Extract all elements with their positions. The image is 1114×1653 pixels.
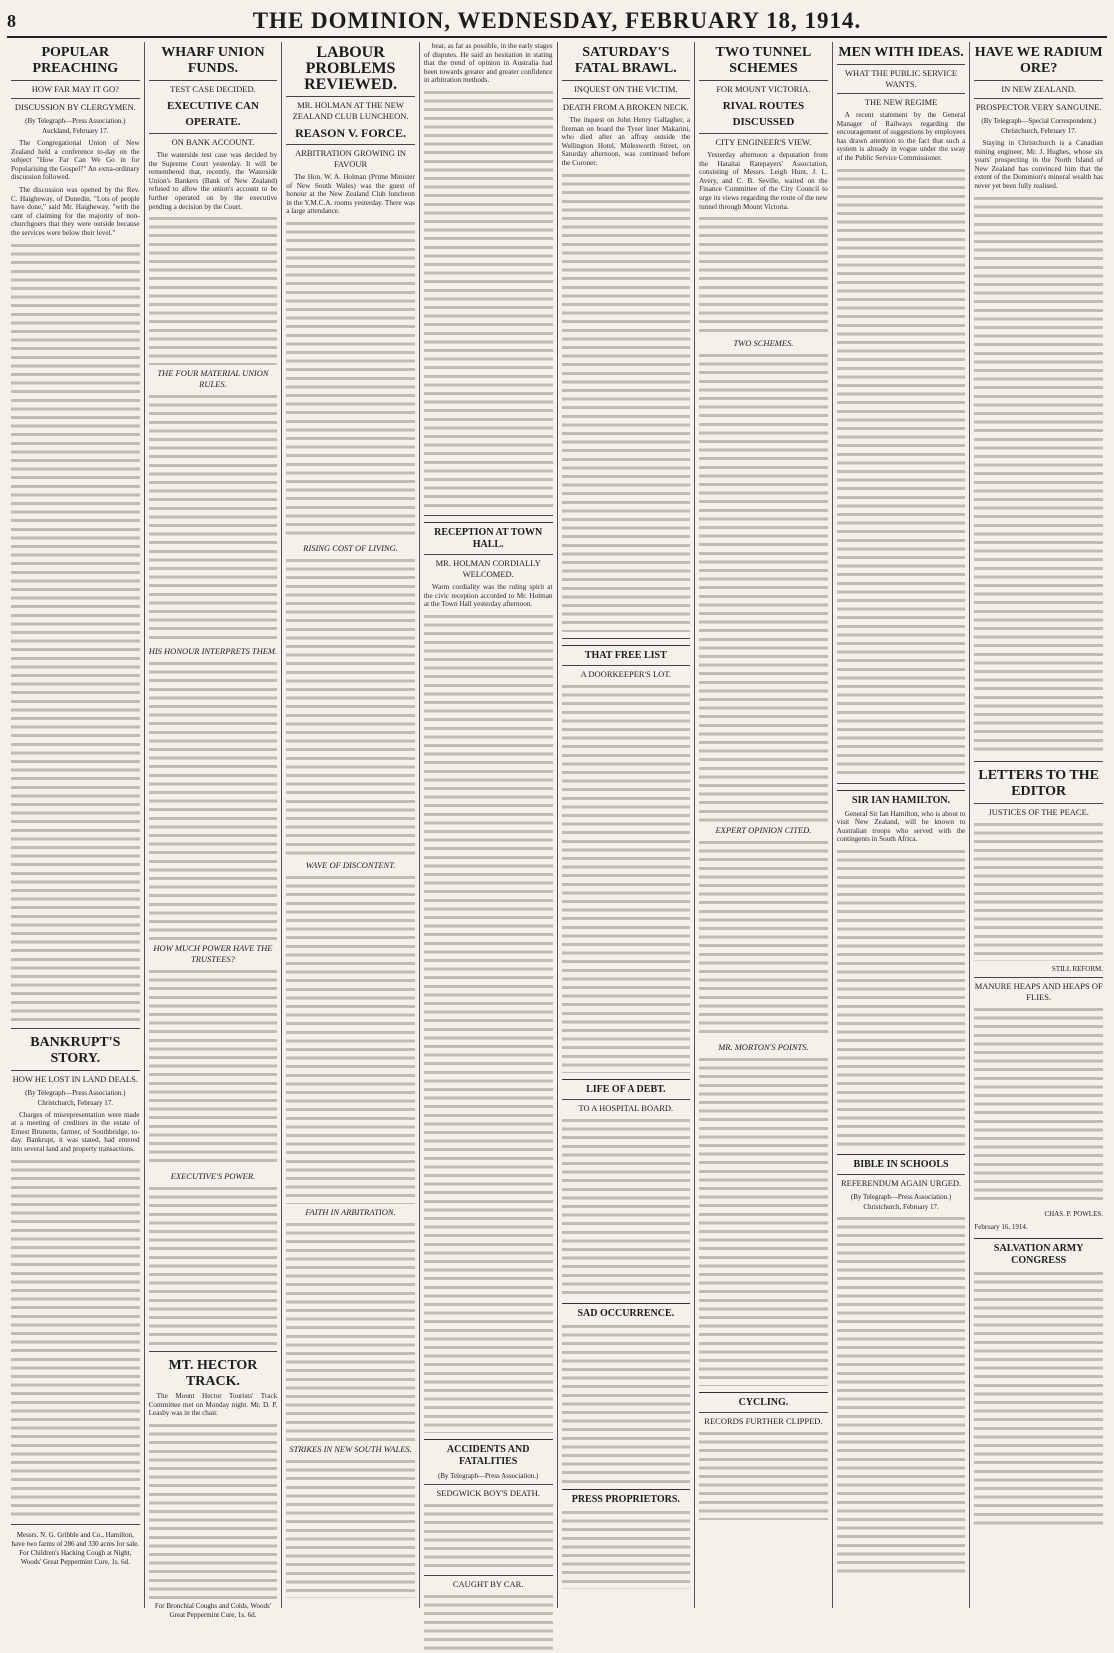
text-columns-filler [562, 683, 691, 1073]
byline: (By Telegraph—Press Association.) Auckland, February 17. [25, 117, 126, 135]
subheading: DEATH FROM A BROKEN NECK. [562, 98, 691, 113]
text-columns-filler [699, 1056, 828, 1386]
paragraph: Warm cordiality was the ruling spirit at the civic reception accorded to Mr. Holman at the Town Hall yesterday afternoon. [423, 582, 553, 609]
paragraph: The discussion was opened by the Rev. C. Haigheway, of Dunedin. "Lots of people have done," said Mr. Haigheway, "with the cant of claiming for the majority of non-churchgoers that they were outside because the services were below their level." [11, 185, 140, 237]
paragraph: The Congregational Union of New Zealand held a conference to-day on the subject "How Far Can We Go in for Popularising the Gospel?" An extra-ordinary discussion followed. [11, 139, 140, 182]
headline: EXECUTIVE CAN OPERATE. [166, 100, 259, 128]
subheading: RECORDS FURTHER CLIPPED. [699, 1412, 828, 1427]
subheading: WHAT THE PUBLIC SERVICE WANTS. [837, 64, 966, 90]
text-columns-filler [974, 1006, 1103, 1206]
column-4 [420, 42, 558, 1608]
letter-date: February 16, 1914. [974, 1222, 1028, 1231]
subheading: REFERENDUM AGAIN URGED. [837, 1174, 966, 1189]
article-body [149, 1392, 278, 1418]
text-columns-filler [974, 1270, 1103, 1530]
headline: WHARF UNION FUNDS. [161, 45, 265, 76]
masthead-title: THE DOMINION, WEDNESDAY, FEBRUARY 18, 1914. [252, 8, 862, 33]
headline: HAVE WE RADIUM ORE? [974, 45, 1103, 76]
subheading: MR. HOLMAN CORDIALLY WELCOMED. [424, 554, 553, 580]
subheading: DISCUSSION BY CLERGYMEN. [11, 98, 140, 113]
text-columns-filler [424, 1502, 553, 1572]
text-columns-filler [562, 1323, 691, 1483]
headline: LABOUR PROBLEMS REVIEWED. [304, 44, 398, 93]
article-body [562, 116, 691, 168]
headline: SAD OCCURRENCE. [562, 1303, 691, 1320]
text-columns-filler [11, 1158, 140, 1518]
paragraph: The Mount Hector Tourists' Track Committee met on Monday night. Mr. D. P. Leasby was in the chair. [148, 1392, 278, 1418]
text-columns-filler [11, 242, 140, 1022]
subheading: SEDGWICK BOY'S DEATH. [424, 1484, 553, 1499]
column-3 [282, 42, 420, 1608]
column-5 [558, 42, 696, 1608]
advertisement: For Bronchial Coughs and Colds, Woods' Great Peppermint Cure, 1s. 6d. [154, 1601, 271, 1619]
advertisement: Messrs. N. G. Gribble and Co., Hamilton, have two farms of 286 and 330 acres for sale. [11, 1530, 140, 1548]
headline: RECEPTION AT TOWN HALL. [424, 522, 553, 551]
paragraph: General Sir Ian Hamilton, who is about to visit New Zealand, will be known to Australian troops who served with the contingents in South Africa. [836, 809, 966, 844]
subheading: HOW FAR MAY IT GO? [11, 80, 140, 95]
text-columns-filler [149, 215, 278, 365]
paragraph: The Hon. W. A. Holman (Prime Minister of New South Wales) was the guest of honour at the New Zealand Club luncheon in the Y.M.C.A. rooms yesterday. There was a large attendance. [286, 173, 415, 216]
section-heading: MR. MORTON'S POINTS. [718, 1042, 809, 1053]
text-columns-filler [699, 352, 828, 822]
text-columns-filler [149, 660, 278, 940]
text-columns-filler [149, 1422, 278, 1602]
masthead [7, 6, 1107, 38]
text-columns-filler [424, 1593, 553, 1653]
headline: MEN WITH IDEAS. [838, 45, 964, 60]
text-columns-filler [974, 821, 1103, 961]
subheading: HOW HE LOST IN LAND DEALS. [11, 1070, 140, 1085]
headline: LETTERS TO THE EDITOR [978, 767, 1099, 799]
text-columns-filler [974, 195, 1103, 755]
text-columns-filler [286, 220, 415, 540]
section-heading: TWO SCHEMES. [733, 338, 794, 349]
subheading: PROSPECTOR VERY SANGUINE. [974, 98, 1103, 113]
article-body [837, 810, 966, 844]
article-body [837, 111, 966, 163]
text-columns-filler [149, 393, 278, 643]
headline: POPULAR PREACHING [32, 45, 119, 76]
subheading: IN NEW ZEALAND. [974, 80, 1103, 95]
article-body [699, 151, 828, 211]
headline: SALVATION ARMY CONGRESS [974, 1238, 1103, 1267]
text-columns-filler [837, 1215, 966, 1575]
headline: PRESS PROPRIETORS. [562, 1489, 691, 1506]
headline: ACCIDENTS AND FATALITIES [424, 1439, 553, 1468]
text-columns-filler [286, 1221, 415, 1441]
text-columns-filler [699, 839, 828, 1039]
headline: MT. HECTOR TRACK. [168, 1358, 258, 1390]
subheading: MANURE HEAPS AND HEAPS OF FLIES. [974, 977, 1103, 1003]
section-heading: HIS HONOUR INTERPRETS THEM. [148, 646, 278, 657]
headline: CYCLING. [699, 1392, 828, 1409]
paragraph: Yesterday afternoon a deputation from the Hataitai Ratepayers' Association, consisting of Messrs. Leigh Hunt, J. L. Avery, and C. B. Seville, waited on the Finance Committee of the City Council to urge its views regarding the route of the new tunnel through Mount Victoria. [699, 151, 828, 211]
byline: (By Telegraph—Press Association.) Christchurch, February 17. [25, 1088, 126, 1107]
text-columns-filler [837, 848, 966, 1148]
text-columns-filler [699, 215, 828, 335]
subheading: MR. HOLMAN AT THE NEW ZEALAND CLUB LUNCHEON. [286, 96, 415, 122]
paragraph: Staying in Christchurch is a Canadian mining engineer, Mr. J. Hughes, whose six years' prospecting in the North Island of New Zealand has convinced him that the extent of the Dominion's mineral wealth has never yet been fully realised. [974, 139, 1103, 190]
article-body [424, 583, 553, 609]
byline: (By Telegraph—Press Association.) [438, 1471, 539, 1480]
text-columns-filler [837, 167, 966, 777]
text-columns-filler [562, 172, 691, 632]
article-body [11, 1111, 140, 1154]
section-heading: EXECUTIVE'S POWER. [170, 1171, 256, 1182]
column-7 [833, 42, 971, 1608]
text-columns-filler [562, 1117, 691, 1297]
text-columns-filler [286, 557, 415, 857]
headline: BIBLE IN SCHOOLS [837, 1154, 966, 1171]
headline: SIR IAN HAMILTON. [837, 790, 966, 807]
page-number: 8 [7, 10, 16, 31]
text-columns-filler [699, 1430, 828, 1520]
column-6 [695, 42, 833, 1608]
column-1 [7, 42, 145, 1608]
article-body [286, 173, 415, 216]
text-columns-filler [286, 874, 415, 1204]
subheading: ON BANK ACCOUNT. [149, 133, 278, 148]
headline: RIVAL ROUTES DISCUSSED [722, 100, 805, 128]
text-columns-filler [149, 968, 278, 1168]
subheading: A DOORKEEPER'S LOT. [562, 665, 691, 680]
section-heading: RISING COST OF LIVING. [303, 542, 398, 553]
section-heading: HOW MUCH POWER HAVE THE TRUSTEES? [153, 943, 273, 965]
columns [7, 42, 1107, 1619]
subheading: CITY ENGINEER'S VIEW. [699, 133, 828, 148]
section-heading: EXPERT OPINION CITED. [715, 825, 812, 836]
subheading: TO A HOSPITAL BOARD. [562, 1099, 691, 1114]
signature: CHAS. P. POWLES. [1044, 1209, 1103, 1218]
headline: THAT FREE LIST [562, 645, 691, 662]
newspaper-page [7, 6, 1107, 1619]
text-columns-filler [424, 89, 553, 509]
section-heading: WAVE OF DISCONTENT. [305, 859, 396, 870]
article-body [149, 151, 278, 211]
paragraph: The inquest on John Henry Gallagher, a fireman on board the Tyser liner Makarini, who died after an affray outside the Wellington Hotel, Molesworth Street, on Saturday afternoon, was continued before the Coroner. [561, 116, 691, 167]
text-columns-filler [149, 1185, 278, 1345]
subheading: THE NEW REGIME [837, 93, 966, 108]
byline: (By Telegraph—Press Association.) Christchurch, February 17. [850, 1192, 952, 1211]
text-columns-filler [286, 1458, 415, 1598]
section-heading: STRIKES IN NEW SOUTH WALES. [289, 1443, 412, 1454]
text-columns-filler [424, 613, 553, 1433]
article-body [11, 139, 140, 238]
section-heading: THE FOUR MATERIAL UNION RULES. [157, 368, 269, 390]
paragraph: The waterside test case was decided by the Supreme Court yesterday. It will be remembered that, recently, the Waterside Union's Bankers (Bank of New Zealand) refused to allow the union's account to be further operated on by the executive pending a decision by the Court. [148, 151, 278, 211]
subheading: FOR MOUNT VICTORIA. [699, 80, 828, 95]
advertisement: For Children's Hacking Cough at Night, Woods' Great Peppermint Cure, 1s. 6d. [19, 1548, 132, 1566]
headline: TWO TUNNEL SCHEMES [715, 45, 812, 76]
subheading: INQUEST ON THE VICTIM. [562, 80, 691, 95]
paragraph: bear, as far as possible, in the early stages of disputes. He said an hesitation in stating that the trend of opinion in Australia had been towards greater and greater confidence in arbitration methods. [423, 42, 553, 85]
article-body [424, 42, 553, 85]
column-2 [145, 42, 283, 1619]
byline: (By Telegraph—Special Correspondent.) Christchurch, February 17. [981, 117, 1097, 135]
headline: REASON V. FORCE. [295, 126, 407, 140]
subheading: CAUGHT BY CAR. [424, 1575, 553, 1590]
text-columns-filler [562, 1509, 691, 1589]
column-8 [970, 42, 1107, 1608]
headline: SATURDAY'S FATAL BRAWL. [574, 45, 677, 76]
headline: BANKRUPT'S STORY. [30, 1034, 121, 1066]
subheading: TEST CASE DECIDED. [149, 80, 278, 95]
article-body [974, 139, 1103, 191]
signature: STILL REFORM. [1051, 964, 1103, 973]
section-heading: FAITH IN ARBITRATION. [305, 1206, 396, 1217]
paragraph: Charges of misrepresentation were made at a meeting of creditors in the estate of Ernest Brunette, farmer, of Southbridge, to-day. Bankrupt, it was stated, had entered into several land and property transactions. [11, 1110, 140, 1153]
paragraph: A recent statement by the General Manager of Railways regarding the encouragement of suggestions by employees has drawn attention to the fact that such a system is already in vogue under the sway of the Public Service Commissioner. [836, 111, 966, 162]
subheading: JUSTICES OF THE PEACE. [974, 803, 1103, 818]
headline: LIFE OF A DEBT. [562, 1079, 691, 1096]
subheading: ARBITRATION GROWING IN FAVOUR [286, 144, 415, 170]
